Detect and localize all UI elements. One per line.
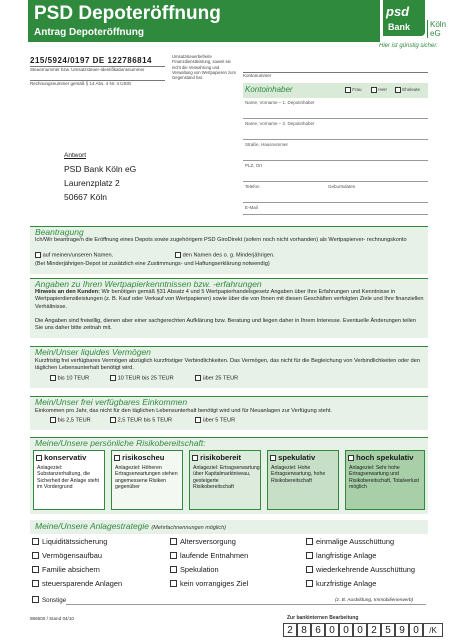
sonstige-hint: (z. B. Ausbildung, Immobilienerwerb) — [335, 598, 414, 603]
field-phone[interactable] — [243, 182, 428, 203]
opt-strategy: laufende Entnahmen — [180, 551, 249, 560]
section-einkommen — [30, 396, 428, 430]
label-frau: Frau — [352, 87, 362, 93]
risk-name: risikoscheu — [122, 453, 165, 462]
label-eheleute: Eheleute — [402, 87, 421, 93]
field-label: PLZ, Ort — [245, 163, 263, 168]
kontoinhaber-title: Kontoinhaber — [245, 85, 293, 94]
checkbox-strategy[interactable] — [32, 552, 39, 559]
risk-card-spekulativ[interactable] — [267, 450, 339, 510]
section-kenntnisse — [30, 278, 428, 338]
code-digit: 0 — [353, 623, 367, 637]
page-title: PSD Depoteröffnung — [34, 3, 221, 24]
code-digit: 6 — [311, 623, 325, 637]
field-city[interactable] — [243, 161, 428, 182]
slogan: Hier ist günstig sicher. — [379, 43, 438, 49]
form-number: 986600 / Stand 04/10 — [30, 616, 74, 621]
code-digit: 9 — [395, 623, 409, 637]
checkbox-strategy[interactable] — [306, 580, 313, 587]
checkbox-strategy[interactable] — [170, 538, 177, 545]
risk-card-hoch-spekulativ[interactable] — [345, 450, 425, 510]
checkbox-liquide-1[interactable] — [50, 375, 56, 381]
address-line: Laurenzplatz 2 — [64, 178, 120, 188]
checkbox-strategy[interactable] — [32, 566, 39, 573]
checkbox-liquide-3[interactable] — [195, 375, 201, 381]
internal-code — [283, 623, 443, 637]
risk-desc: Anlageziel: Sehr hohe Ertragserwartung und Risikobereitschaft, Totalverlust möglich — [349, 465, 419, 490]
checkbox-risikoscheu[interactable] — [114, 455, 120, 461]
section-title: Mein/Unser frei verfügbares Einkommen — [35, 397, 188, 407]
checkbox-sonstige[interactable] — [32, 596, 39, 603]
kontonummer-label: Kontonummer — [243, 73, 272, 78]
beantragung-note: (Bei Minderjährigen-Depot ist zusätzlich eine Zustimmungs- und Haftungserklärung notwendig) — [35, 261, 270, 267]
vat-note: Umsatzsteuerbefreite Finanzdienstleistung, soweit sie nicht die Verwahrung und Verwaltung von Wertpapieren zum Gegenstand hat. — [172, 54, 236, 80]
opt-strategy: Familie absichern — [42, 565, 100, 574]
address-line: 50667 Köln — [64, 192, 108, 202]
opt-strategy: wiederkehrende Ausschüttung — [316, 565, 416, 574]
section-title: Meine/Unsere persönliche Risikobereitschaft: — [35, 438, 206, 448]
code-digit: 2 — [367, 623, 381, 637]
opt-einkommen: über 5 TEUR — [202, 417, 236, 424]
section-note: (Mehrfachnennungen möglich) — [151, 525, 227, 531]
opt-strategy: Vermögensaufbau — [42, 551, 102, 560]
opt-strategy: steuersparende Anlagen — [42, 579, 123, 588]
checkbox-strategy[interactable] — [32, 580, 39, 587]
label-herr: Herr — [378, 87, 388, 93]
checkbox-einkommen-2[interactable] — [110, 417, 116, 423]
risk-desc: Anlageziel: Hohe Ertragserwartung, hohe Risikobereitschaft — [271, 465, 326, 484]
beantragung-text: Ich/Wir beantrage/n die Eröffnung eines Depots sowie zugehörigem PSD GiroDirekt (sofern noch nicht vorhanden) als Wertpapierver- rechnungskonto — [35, 237, 407, 243]
tax-label: Steuernummer bzw. Umsatzsteuer-Identifikationsnummer — [30, 67, 145, 72]
field-label: E-Mail — [245, 205, 258, 210]
checkbox-strategy[interactable] — [32, 538, 39, 545]
field-street[interactable] — [243, 140, 428, 161]
code-digit: 0 — [339, 623, 353, 637]
checkbox-minor-name[interactable] — [175, 252, 181, 258]
checkbox-strategy[interactable] — [306, 552, 313, 559]
tax-number: 215/5924/0197 DE 122786814 — [30, 56, 152, 65]
code-digit: 2 — [283, 623, 297, 637]
section-beantragung — [30, 226, 428, 274]
risk-card-konservativ[interactable] — [33, 450, 105, 510]
code-digit: 5 — [381, 623, 395, 637]
field-label: Name, Vorname – 2. Depotinhaber — [245, 121, 315, 126]
section-title: Mein/Unser liquides Vermögen — [35, 347, 151, 357]
checkbox-eheleute[interactable] — [395, 87, 401, 93]
section-anlagestrategie — [30, 520, 428, 608]
checkbox-own-name[interactable] — [35, 252, 41, 258]
section-title: Angaben zu Ihren Wertpapierkenntnissen bzw. -erfahrungen — [35, 279, 262, 289]
opt-strategy: langfristige Anlage — [316, 551, 377, 560]
opt-sonstige: Sonstige — [42, 597, 67, 604]
code-suffix: /K — [423, 623, 443, 637]
section-title: Meine/Unsere Anlagestrategie — [35, 521, 150, 531]
code-digit: 0 — [409, 623, 423, 637]
opt-strategy: Liquiditätssicherung — [42, 537, 108, 546]
header-banner — [28, 0, 380, 42]
opt-liquide: über 25 TEUR — [202, 375, 239, 382]
risk-desc: Anlageziel: Ertragserwartung über Kapitalmarktniveau, gesteigerte Risikobereitschaft — [193, 465, 260, 490]
opt-strategy: Spekulation — [180, 565, 219, 574]
hint-text: Wir benötigen gemäß §31 Absatz 4 und 5 Wertpapierhandelsgesetz Angaben über Ihre Erfahrungen und Kenntnisse in Wertpapierdienstleistungen (z. B. Kauf oder Verkauf von Wertpapieren) sowie über die von Ihnen mit diesen Geschäften verfolgten Ziele und Ihre finanziellen Verhältnisse. — [35, 289, 424, 310]
checkbox-hoch-spekulativ[interactable] — [348, 455, 354, 461]
checkbox-liquide-2[interactable] — [110, 375, 116, 381]
checkbox-strategy[interactable] — [306, 566, 313, 573]
checkbox-risikobereit[interactable] — [192, 455, 198, 461]
opt-strategy: kurzfristige Anlage — [316, 579, 377, 588]
page-subtitle: Antrag Depoteröffnung — [34, 27, 144, 38]
return-address — [64, 151, 136, 204]
risk-name: konservativ — [44, 453, 87, 462]
section-title: Beantragung — [35, 227, 84, 237]
risk-name: spekulativ — [278, 453, 316, 462]
opt-einkommen: 2,5 TEUR bis 5 TEUR — [117, 417, 173, 424]
einkommen-text: Einkommen pro Jahr, das nicht für den täglichen Lebensunterhalt benötigt wird und für Neuanlagen zur Verfügung steht. — [35, 408, 332, 414]
liquide-text: Kurzfristig frei verfügbares Vermögen abzüglich kurzfristiger Verbindlichkeiten. Das Vermögen, das nicht für die Begleichung von Verbindlichkeiten oder den täglichen Lebensunterhalt benötigt wird. — [35, 358, 420, 372]
sonstige-input-line[interactable] — [66, 604, 426, 605]
risk-card-risikobereit[interactable] — [189, 450, 261, 510]
risk-desc: Anlageziel: Höheren Ertragserwartungen stehen angemessene Risiken gegenüber — [115, 465, 178, 490]
code-digit: 0 — [325, 623, 339, 637]
opt-strategy: einmalige Ausschüttung — [316, 537, 395, 546]
internal-label: Zur bankinternen Bearbeitung — [287, 615, 359, 621]
opt-strategy: kein vorrangiges Ziel — [180, 579, 249, 588]
opt-own-name: auf meinen/unseren Namen. — [42, 252, 114, 259]
checkbox-einkommen-3[interactable] — [195, 417, 201, 423]
logo-city: Köln eG — [427, 20, 451, 38]
invoice-label: Rechnungsnummer gemäß § 14 Abs. 4 Nr. 4 UStG — [30, 81, 132, 86]
hint-bold: Hinweis an den Kunden: — [35, 289, 100, 295]
kontoinhaber-header — [243, 83, 428, 98]
field-label: Straße, Hausnummer — [245, 142, 289, 147]
risk-desc: Anlageziel: Substanzerhaltung, die Sicherheit der Anlage steht im Vordergrund — [37, 465, 100, 490]
risk-name: risikobereit — [200, 453, 242, 462]
section-risiko — [30, 437, 428, 514]
checkbox-strategy[interactable] — [170, 566, 177, 573]
field-name-2[interactable] — [243, 119, 428, 140]
bank-logo — [379, 0, 447, 49]
checkbox-strategy[interactable] — [306, 538, 313, 545]
antwort-label: Antwort — [64, 152, 87, 159]
logo-bank: Bank — [388, 22, 411, 32]
checkbox-frau[interactable] — [345, 87, 351, 93]
birthdate-label: Geburtsdaten — [328, 184, 356, 189]
opt-einkommen: bis 2,5 TEUR — [57, 417, 91, 424]
hint-text-2: Die Angaben sind freiwillig, dienen aber einer sachgerechten Aufklärung bzw. Beratung und liegen daher in Ihrem Interesse. Eventuelle Änderungen teilen Sie uns daher bitte zeitnah mit. — [35, 318, 416, 332]
checkbox-herr[interactable] — [371, 87, 377, 93]
address-line: PSD Bank Köln eG — [64, 164, 137, 174]
checkbox-strategy[interactable] — [170, 552, 177, 559]
field-label: Telefon — [245, 184, 260, 189]
checkbox-einkommen-1[interactable] — [50, 417, 56, 423]
risk-name: hoch spekulativ — [356, 453, 414, 462]
risk-card-risikoscheu[interactable] — [111, 450, 183, 510]
code-digit: 8 — [297, 623, 311, 637]
logo-psd: psd — [386, 4, 410, 19]
opt-liquide: bis 10 TEUR — [57, 375, 90, 382]
field-label: Name, Vorname – 1. Depotinhaber — [245, 100, 315, 105]
checkbox-spekulativ[interactable] — [270, 455, 276, 461]
opt-minor-name: den Namen des o. g. Minderjährigen. — [182, 252, 275, 259]
opt-liquide: 10 TEUR bis 25 TEUR — [117, 375, 174, 382]
field-email[interactable] — [243, 203, 428, 215]
checkbox-konservativ[interactable] — [36, 455, 42, 461]
field-name-1[interactable] — [243, 98, 428, 119]
opt-strategy: Altersversorgung — [180, 537, 236, 546]
checkbox-strategy[interactable] — [170, 580, 177, 587]
section-liquide — [30, 346, 428, 388]
